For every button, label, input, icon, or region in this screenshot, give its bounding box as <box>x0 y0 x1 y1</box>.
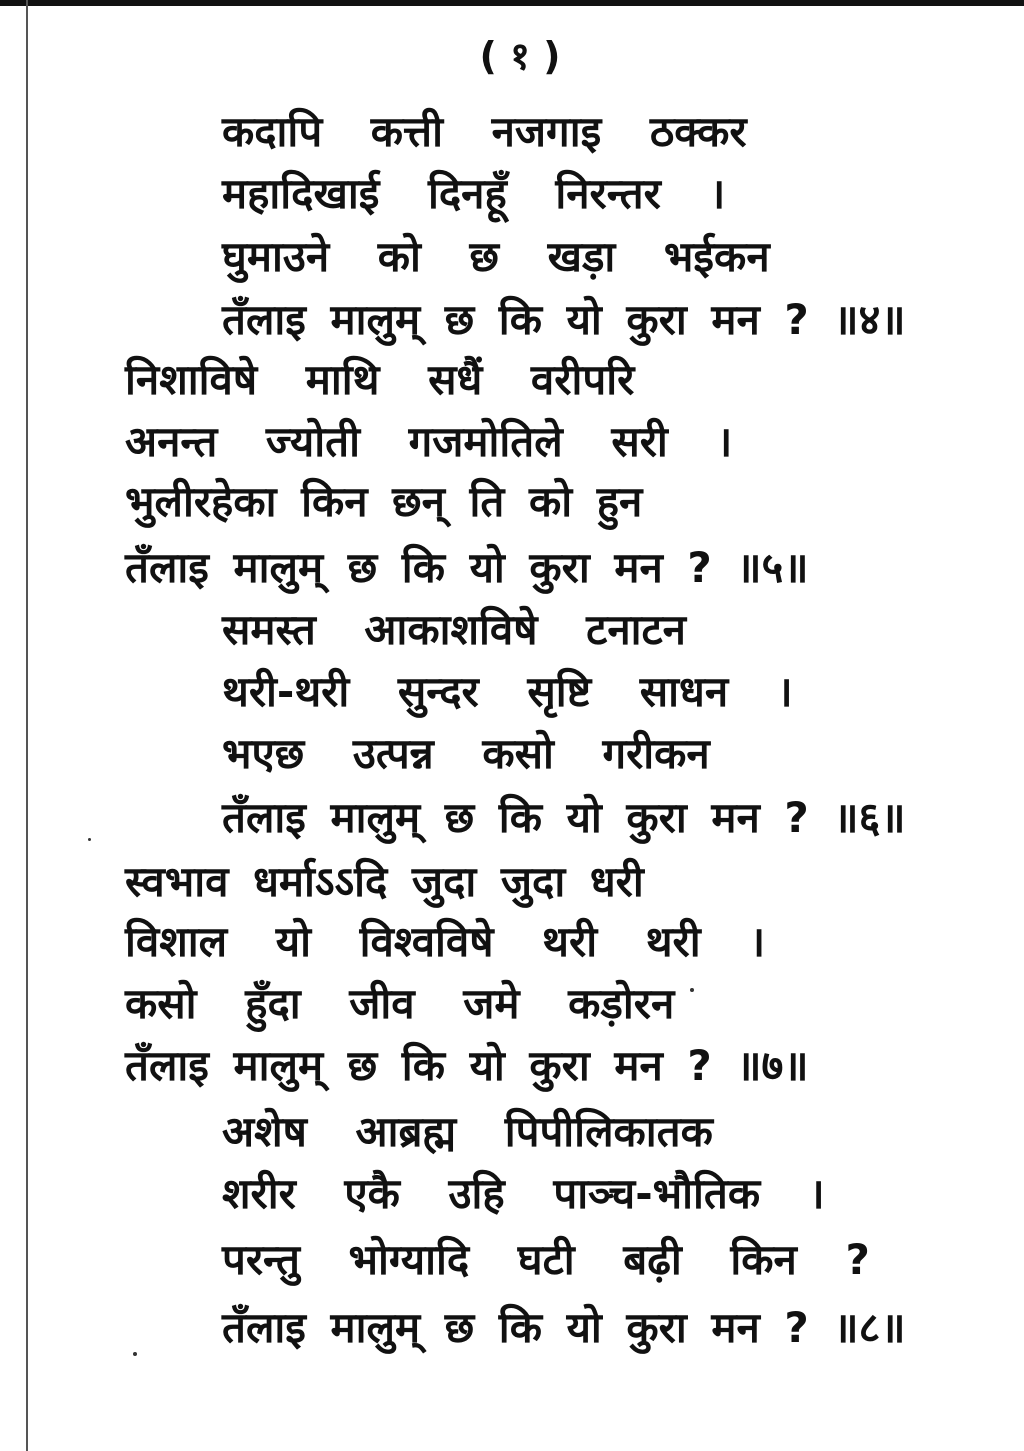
verse-6-line-3: भएछ उत्पन्न कसो गरीकन <box>222 729 710 778</box>
verse-6-line-2: थरी-थरी सुन्दर सृष्टि साधन । <box>222 667 793 716</box>
top-border <box>0 0 1024 6</box>
verse-7-line-4: तँलाइ मालुम् छ कि यो कुरा मन ? ॥७॥ <box>125 1041 809 1090</box>
verse-6-line-1: समस्त आकाशविषे टनाटन <box>222 605 686 654</box>
verse-6-line-4: तँलाइ मालुम् छ कि यो कुरा मन ? ॥६॥ <box>222 793 906 842</box>
verse-4-line-4: तँलाइ मालुम् छ कि यो कुरा मन ? ॥४॥ <box>222 295 906 344</box>
page-number: ( १ ) <box>479 34 561 78</box>
verse-4-line-3: घुमाउने को छ खड़ा भईकन <box>222 232 770 281</box>
verse-5-line-1: निशाविषे माथि सधैं वरीपरि <box>125 355 635 404</box>
verse-7-line-3: कसो हुँदा जीव जमे कड़ोरन <box>125 979 675 1028</box>
verse-7-line-1: स्वभाव धर्माऽऽदि जुदा जुदा धरी <box>125 857 644 906</box>
scan-speck <box>690 988 694 992</box>
verse-7-line-2: विशाल यो विश्वविषे थरी थरी । <box>125 917 766 966</box>
verse-8-line-2: शरीर एकै उहि पाञ्च-भौतिक । <box>222 1169 825 1218</box>
left-margin-line <box>26 0 28 1451</box>
verse-5-line-2: अनन्त ज्योती गजमोतिले सरी । <box>125 417 733 466</box>
scan-speck <box>88 838 91 841</box>
verse-8-line-3: परन्तु भोग्यादि घटी बढ़ी किन ? <box>222 1235 870 1284</box>
verse-5-line-3: भुलीरहेका किन छन् ति को हुन <box>125 477 643 526</box>
verse-4-line-2: महादिखाई दिनहूँ निरन्तर । <box>222 169 726 218</box>
verse-4-line-1: कदापि कत्ती नजगाइ ठक्कर <box>222 107 747 156</box>
verse-8-line-1: अशेष आब्रह्म पिपीलिकातक <box>222 1107 713 1156</box>
scan-speck <box>133 1352 137 1356</box>
verse-8-line-4: तँलाइ मालुम् छ कि यो कुरा मन ? ॥८॥ <box>222 1303 906 1352</box>
verse-5-line-4: तँलाइ मालुम् छ कि यो कुरा मन ? ॥५॥ <box>125 543 809 592</box>
